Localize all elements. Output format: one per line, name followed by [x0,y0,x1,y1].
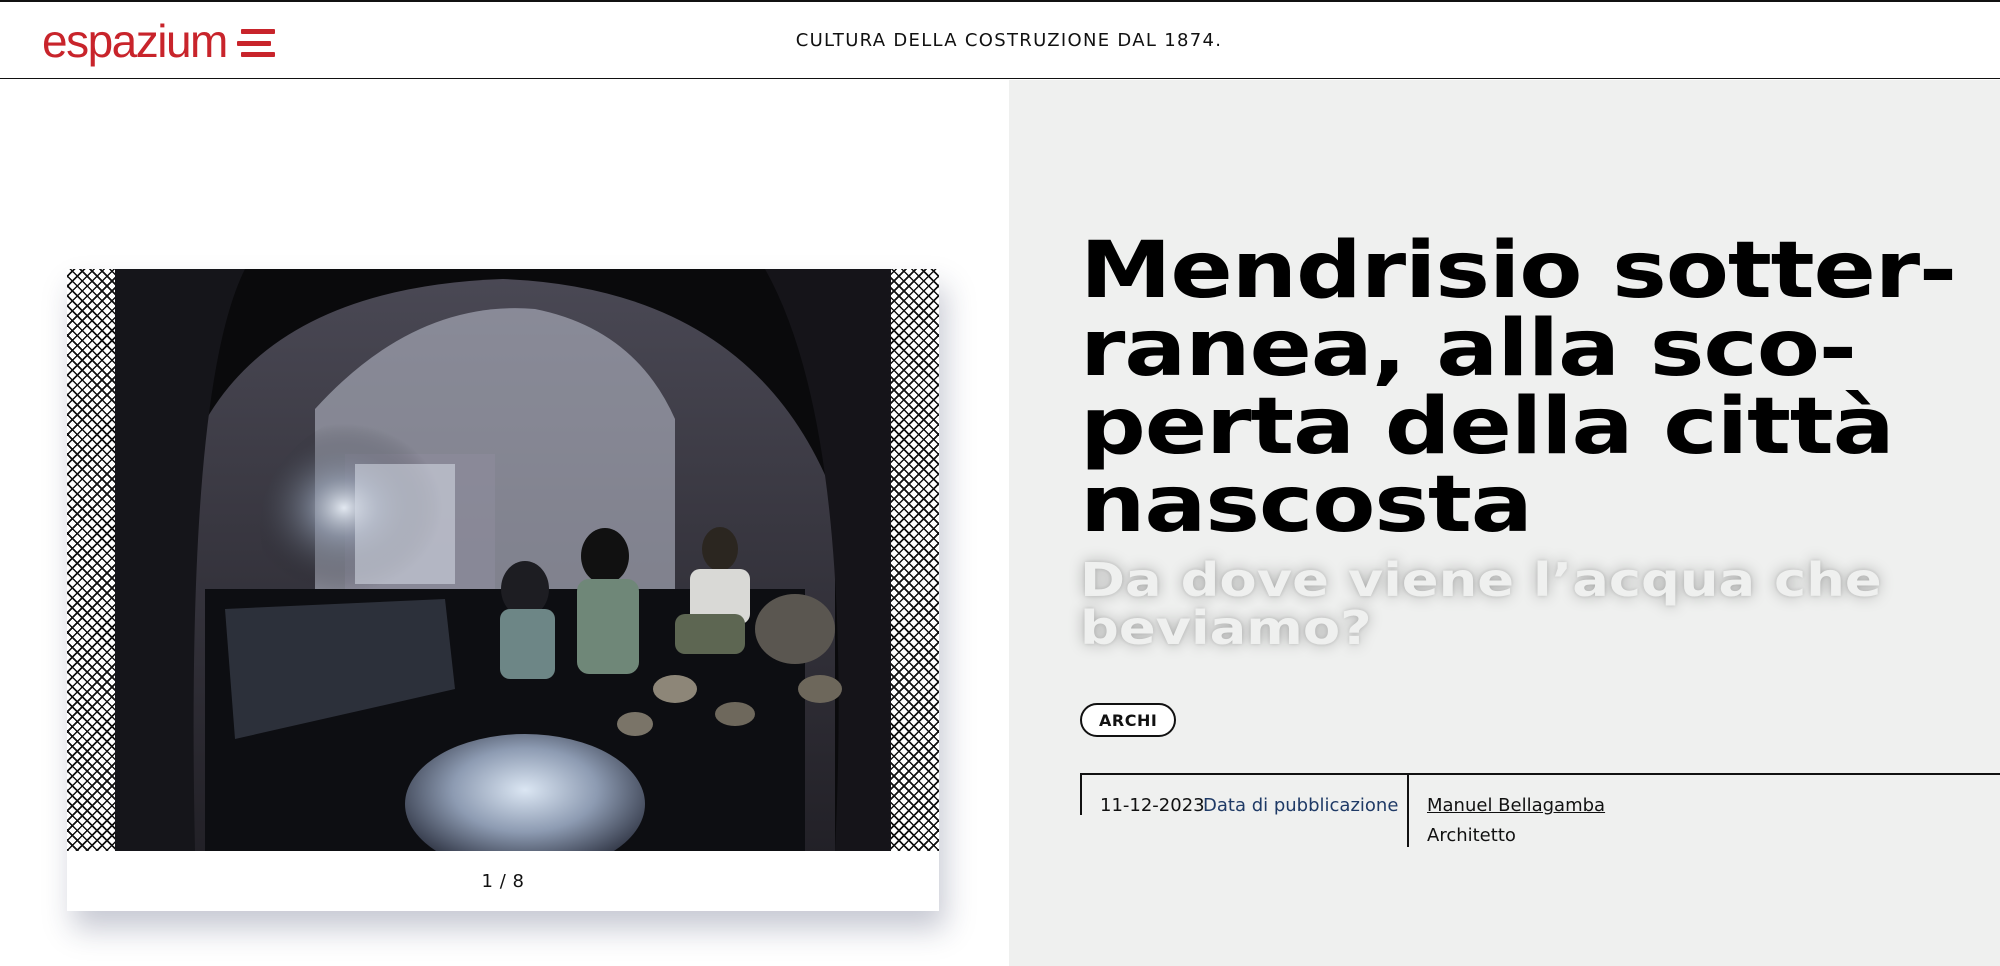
logo-text: espazium [42,15,227,67]
title-line: nascosta [1080,460,1532,550]
meta-divider-left [1080,773,1082,815]
tunnel-photo-illustration [115,269,891,851]
title-line: Mendrisio sotter- [1080,226,1956,316]
site-tagline: CULTURA DELLA COSTRUZIONE DAL 1874. [795,30,1223,51]
subtitle-line: Da dove viene l’acqua che [1080,553,1882,607]
meta-divider-mid [1407,773,1409,847]
subtitle-line: beviamo? [1080,601,1372,655]
gallery-image[interactable] [115,269,891,851]
gallery-counter: 1 / 8 [481,870,525,892]
article-subtitle [1080,553,2000,655]
publication-date-label: Data di pubblicazione [1203,795,1399,816]
article-title [1080,226,2000,550]
publication-date: 11-12-2023 [1100,795,1205,816]
title-line: ranea, alla sco- [1080,304,1856,394]
meta-divider [1080,773,2000,775]
author-role: Architetto [1427,825,1516,846]
site-header [0,0,2000,79]
category-tag[interactable]: ARCHI [1080,703,1176,737]
image-gallery[interactable] [67,269,939,911]
title-line: perta della città [1080,382,1894,472]
author-link[interactable]: Manuel Bellagamba [1427,795,1606,816]
